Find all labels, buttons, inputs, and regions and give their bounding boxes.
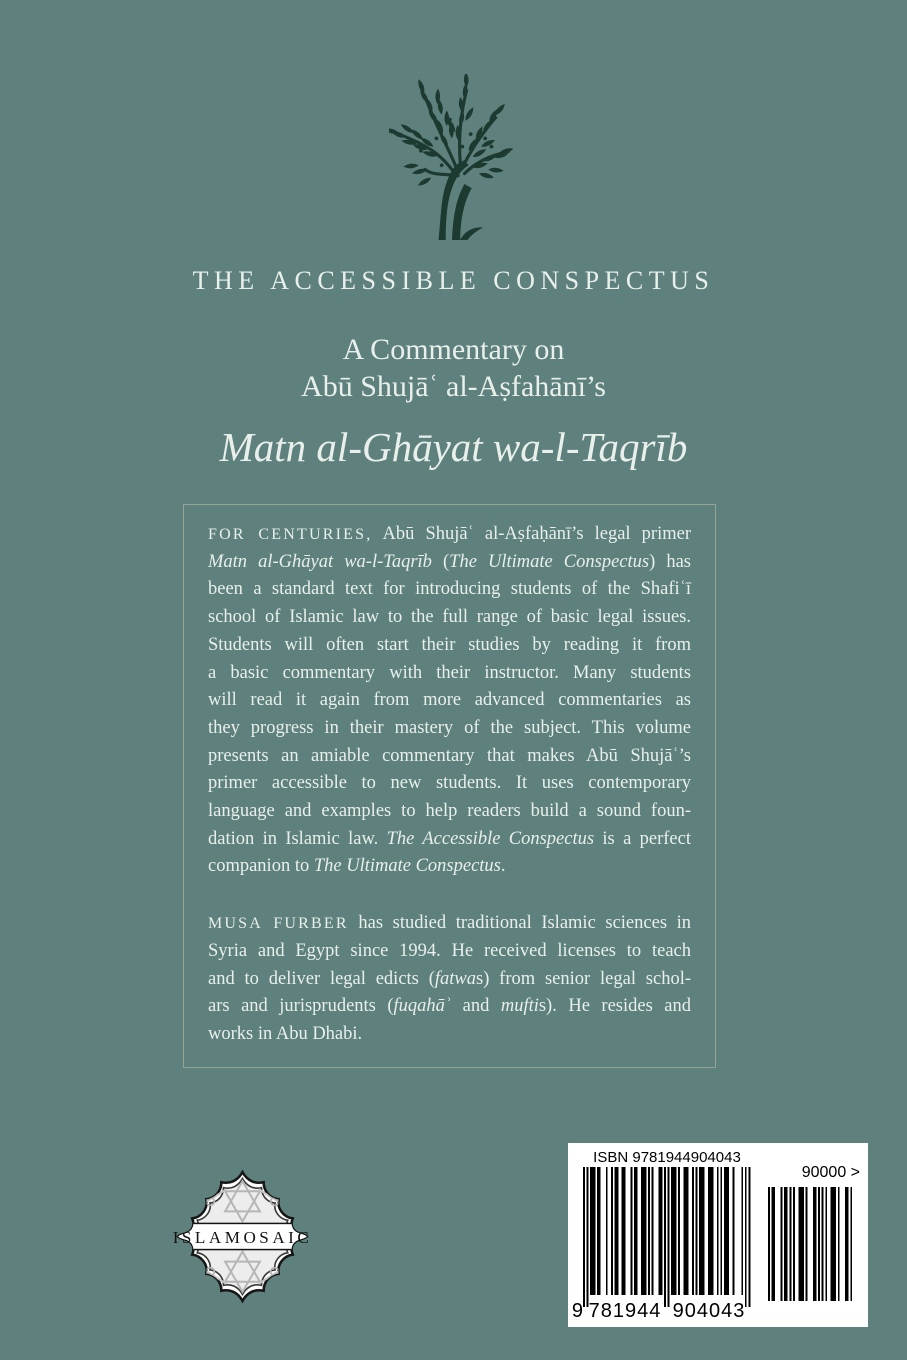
barcode-panel (568, 1143, 868, 1327)
italic-text: mufti (500, 996, 539, 1017)
publisher-name: ISLAMOSAIC (172, 1228, 313, 1248)
barcode-digit-group-1: 781944 (588, 1300, 662, 1322)
italic-text: fuqahāʾ (393, 996, 452, 1017)
body-text: and to deliver legal edicts ( (208, 968, 435, 989)
body-text: dation in Islamic law. (208, 828, 387, 849)
body-text: is a perfect (594, 828, 691, 849)
text-line (208, 521, 691, 549)
subtitle (0, 331, 907, 405)
body-text: s). He resides and (538, 996, 691, 1017)
price-code: 90000 > (801, 1164, 860, 1181)
body-text: been a standard text for introducing students of the Shafiʿī (208, 579, 691, 600)
text-line (208, 910, 691, 938)
italic-text: The Ultimate Conspectus (449, 551, 650, 572)
text-line (208, 576, 691, 604)
paragraph (208, 910, 691, 1049)
body-text: Students will often start their studies by reading it from (208, 634, 691, 655)
body-text: language and examples to help readers build a sound foun- (208, 801, 691, 822)
italic-text: fatwa (434, 968, 476, 989)
body-text: has studied traditional Islamic sciences in (348, 913, 692, 934)
text-line (208, 826, 691, 854)
italic-text: Matn al-Ghāyat wa-l-Taqrīb (208, 551, 432, 572)
text-line (208, 715, 691, 743)
text-line (208, 993, 691, 1021)
barcode-digit-group-2: 904043 (672, 1300, 746, 1322)
text-line (208, 966, 691, 994)
body-text: a basic commentary with their instructor. Many students (208, 662, 691, 683)
body-text: and (451, 996, 501, 1017)
isbn-header: ISBN 9781944904043 (593, 1149, 741, 1166)
body-text: ) has (649, 551, 691, 572)
body-text: works in Abu Dhabi. (208, 1023, 363, 1044)
body-text: companion to (208, 856, 314, 877)
smallcaps-text: FOR CENTURIES, (208, 526, 373, 543)
italic-text: The Ultimate Conspectus (313, 856, 501, 877)
work-title: Matn al-Ghāyat wa-l-Taqrīb (219, 424, 688, 470)
text-line (208, 604, 691, 632)
body-text: Syria and Egypt since 1994. He received licenses to teach (208, 940, 691, 961)
barcode-lead-digit: 9 (571, 1300, 583, 1322)
series-title: THE ACCESSIBLE CONSPECTUS (192, 266, 715, 295)
body-text: Abū Shujāʿ al-Aṣfaḥānī’s legal primer (372, 524, 691, 544)
body-text: school of Islamic law to the full range of basic legal issues. (208, 607, 691, 628)
body-text: presents an amiable commentary that makes Abū Shujāʿ’s (208, 745, 691, 766)
subtitle-line-2: Abū Shujāʿ al-Aṣfahānī’s (301, 370, 606, 403)
text-line (208, 743, 691, 771)
paragraph (208, 521, 691, 881)
tree-logo-icon (389, 74, 515, 240)
smallcaps-text: MUSA FURBER (208, 915, 349, 933)
description-box (183, 504, 716, 1068)
italic-text: The Accessible Conspectus (386, 828, 595, 849)
text-line (208, 853, 691, 881)
text-line (208, 770, 691, 798)
body-text: will read it again from more advanced commentaries as (208, 690, 691, 711)
body-text: they progress in their mastery of the subject. This volume (208, 717, 691, 738)
text-line (208, 632, 691, 660)
islamosaic-badge (156, 1169, 329, 1304)
text-line (208, 938, 691, 966)
body-text: . (500, 856, 506, 877)
text-line (208, 1021, 691, 1049)
body-text: s) from senior legal schol- (476, 968, 692, 989)
subtitle-line-1: A Commentary on (342, 333, 565, 366)
text-line (208, 660, 691, 688)
text-line (208, 549, 691, 577)
text-line (208, 687, 691, 715)
text-line (208, 798, 691, 826)
body-text: ( (431, 551, 450, 572)
body-text: ars and jurisprudents ( (208, 996, 394, 1017)
body-text: primer accessible to new students. It uses contemporary (208, 773, 691, 794)
